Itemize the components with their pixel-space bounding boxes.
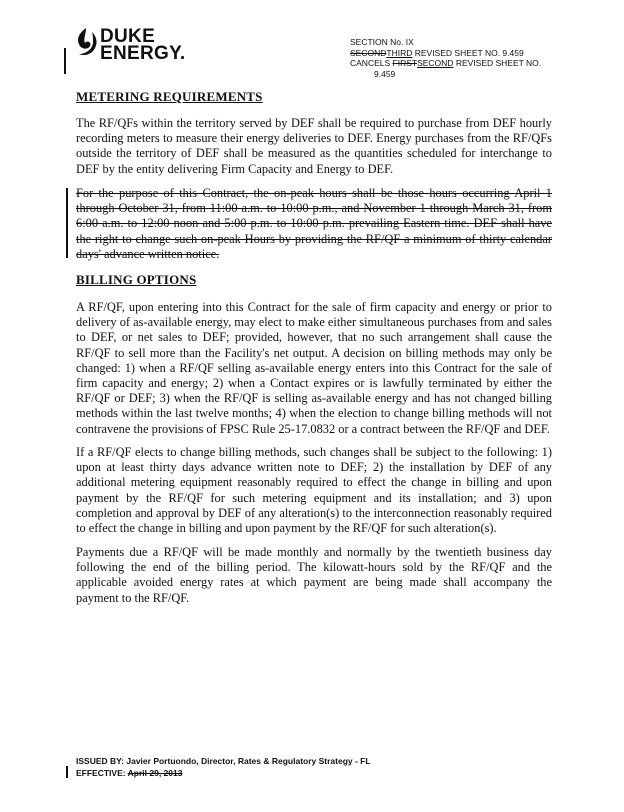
deleted-onpeak-paragraph: For the purpose of this Contract, the on-peak hours shall be those hours occurring April 1 through October 31, from 11:00 a.m. to 10:00 p.m., and November 1 through March 31, from 6:00 a.m. to 12:00 noon and 5:00 p.m. to 10:00 p.m. prevailing Eastern time. DEF shall have the right to change such on-peak Hours by providing the RF/QF a minimum of thirty calendar days' advance written notice. bbox=[76, 186, 552, 261]
cancels-line bbox=[350, 58, 541, 69]
revision-line bbox=[350, 48, 541, 59]
issued-by: ISSUED BY: Javier Portuondo, Director, Rates & Regulatory Strategy - FL bbox=[76, 756, 371, 766]
sheet-header bbox=[350, 37, 541, 79]
cancels-struck: FIRST bbox=[392, 58, 418, 68]
cancels-number: 9.459 bbox=[374, 68, 396, 79]
logo-line-1: DUKE bbox=[100, 26, 156, 47]
effective-label: EFFECTIVE: bbox=[76, 768, 128, 778]
revision-bar-footer bbox=[66, 766, 68, 778]
revision-rest: REVISED SHEET NO. 9.459 bbox=[412, 47, 524, 58]
section-number: SECTION No. IX bbox=[350, 37, 414, 47]
billing-paragraph-3: Payments due a RF/QF will be made monthly and normally by the twentieth business day following the end of the billing period. The kilowatt-hours sold by the RF/QF and the applicable avoided energy rates at which payment are being made shall accompany the payment to the RF/QF. bbox=[76, 545, 552, 605]
logo-wordmark bbox=[100, 28, 186, 62]
cancels-rest: REVISED SHEET NO. bbox=[453, 58, 542, 68]
metering-heading: METERING REQUIREMENTS bbox=[76, 89, 263, 104]
revision-bar-logo bbox=[64, 48, 66, 74]
revision-struck: SECOND bbox=[350, 47, 387, 58]
effective-line bbox=[76, 768, 182, 778]
revision-bar-deleted bbox=[66, 188, 68, 258]
billing-paragraph-2: If a RF/QF elects to change billing methods, such changes shall be subject to the following: 1) upon at least thirty days advance written note to DEF; 2) the installation by DEF of any additional metering equipment reasonably required to effect the change in billing and upon payment by the RF/QF for such metering equipment and its installation; and 3) upon completion and approval by DEF of any alteration(s) to the interconnection reasonably required to effect the change in billing and upon payment by the RF/QF for such alteration(s). bbox=[76, 445, 552, 536]
effective-date-struck: April 29, 2013 bbox=[127, 768, 183, 778]
cancels-new: SECOND bbox=[417, 58, 454, 68]
flame-icon bbox=[72, 26, 100, 58]
cancels-prefix: CANCELS bbox=[350, 58, 393, 68]
revision-new: THIRD bbox=[386, 47, 413, 58]
metering-paragraph: The RF/QFs within the territory served by DEF shall be required to purchase from DEF hourly recording meters to measure their energy deliveries to DEF. Energy purchases from the RF/QFs outside the territory of DEF shall be measured as the quantities scheduled for interchange to DEF by the entity delivering Firm Capacity and Energy to DEF. bbox=[76, 116, 552, 176]
logo-line-2: ENERGY. bbox=[100, 43, 186, 64]
billing-paragraph-1: A RF/QF, upon entering into this Contract for the sale of firm capacity and energy or prior to delivery of as-available energy, may elect to make either simultaneous purchases from and sales to DEF, or net sales to DEF; provided, however, that no such arrangement shall cause the RF/QF to sell more than the Facility's net output. A decision on billing methods may only be changed: 1) when a RF/QF selling as-available energy enters into this Contract for the sale of firm capacity and energy; 2) when a Contact expires or is lawfully terminated by either the RF/QF or DEF; 3) when the RF/QF is selling as-available energy and has not changed billing methods within the last twelve months; 4) when the election to change billing methods will not contravene the provisions of FPSC Rule 25-17.0832 or a contract between the RF/QF and DEF. bbox=[76, 300, 552, 436]
billing-heading: BILLING OPTIONS bbox=[76, 272, 197, 287]
